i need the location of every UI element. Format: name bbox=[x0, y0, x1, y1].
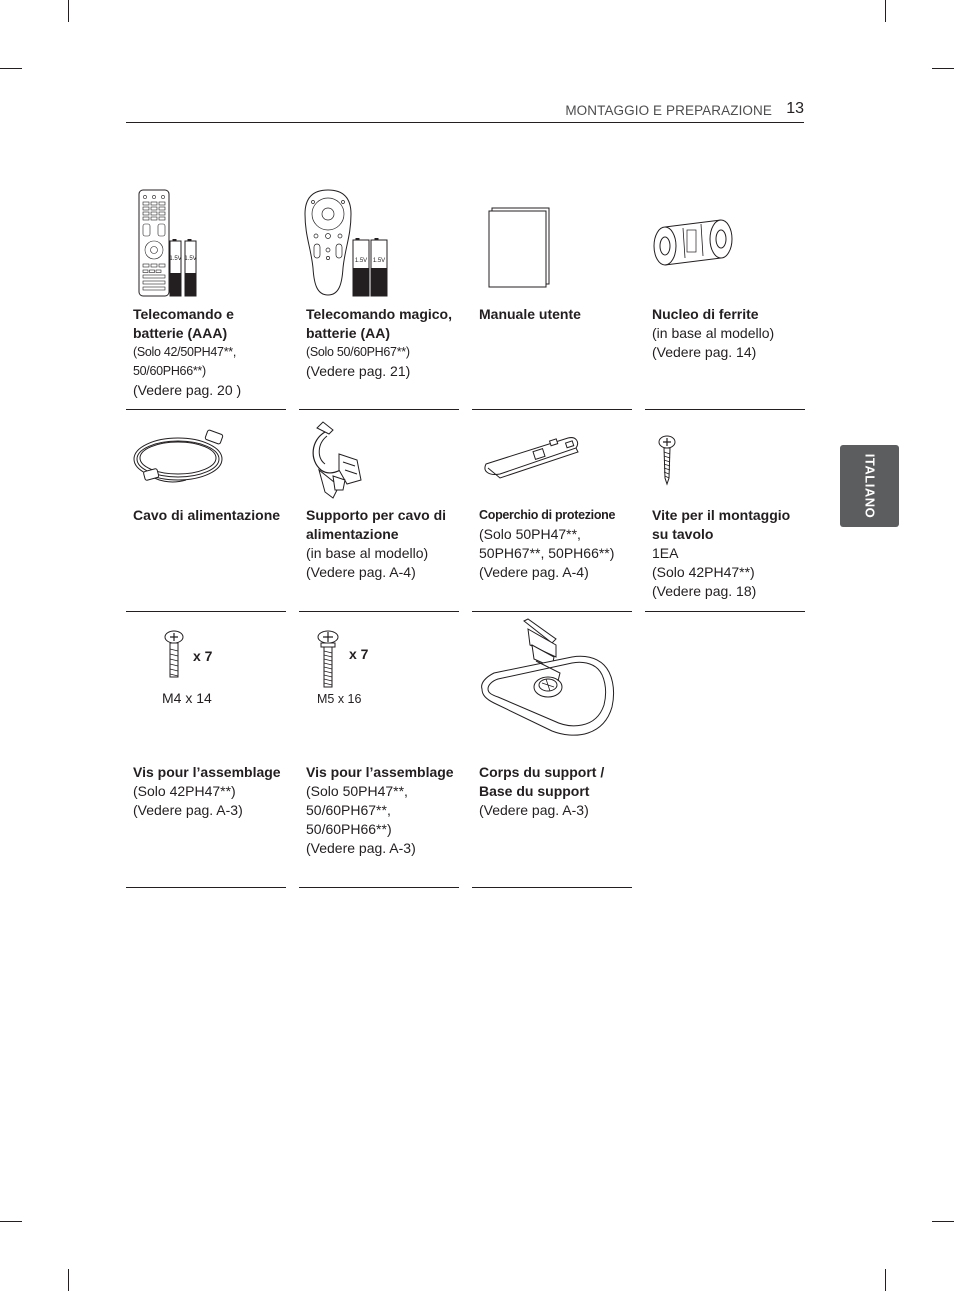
item-detail: (Solo 42PH47**) bbox=[652, 564, 755, 580]
stand-icon bbox=[472, 617, 632, 743]
svg-text:1.5V: 1.5V bbox=[354, 258, 368, 264]
crop-mark bbox=[68, 0, 69, 22]
item-detail: 50PH67**, 50PH66**) bbox=[479, 545, 615, 561]
item-title: Coperchio di protezione bbox=[479, 508, 616, 522]
item-detail: (Vedere pag. 20 ) bbox=[133, 382, 242, 398]
item-detail: (in base al modello) bbox=[306, 545, 429, 561]
language-tab-label: ITALIANO bbox=[862, 453, 877, 519]
screw-icon bbox=[299, 629, 459, 691]
power-cord-icon bbox=[126, 424, 286, 494]
screw-icon bbox=[645, 434, 805, 489]
row-divider bbox=[126, 611, 286, 612]
row-divider bbox=[472, 611, 632, 612]
quantity-label: x 7 bbox=[193, 648, 213, 664]
item-detail: (Solo 42PH47**) bbox=[133, 783, 236, 799]
battery-icon bbox=[371, 238, 387, 296]
item-title: Telecomando magico, batterie (AA) bbox=[306, 306, 452, 341]
item-title: Vis pour l’assemblage bbox=[133, 764, 281, 780]
cable-holder-icon bbox=[299, 420, 459, 505]
row-divider bbox=[126, 409, 286, 410]
crop-mark bbox=[0, 68, 22, 69]
row-divider bbox=[299, 409, 459, 410]
item-title: Vis pour l’assemblage bbox=[306, 764, 454, 780]
crop-mark bbox=[932, 68, 954, 69]
item-title: Telecomando e batterie (AAA) bbox=[133, 306, 234, 341]
ferrite-core-icon bbox=[645, 210, 805, 280]
svg-text:1.5V: 1.5V bbox=[372, 258, 386, 264]
item-title: Supporto per cavo di alimentazione bbox=[306, 507, 447, 542]
item-title: Manuale utente bbox=[479, 306, 581, 322]
crop-mark bbox=[932, 1221, 954, 1222]
row-divider bbox=[472, 409, 632, 410]
battery-icon bbox=[184, 239, 196, 296]
screw-size-label: M5 x 16 bbox=[317, 692, 362, 706]
item-detail: (Vedere pag. A-4) bbox=[479, 564, 589, 580]
crop-mark bbox=[885, 1269, 886, 1291]
item-detail: (Solo 50PH47**, bbox=[306, 783, 408, 799]
quantity-label: x 7 bbox=[349, 646, 369, 662]
crop-mark bbox=[885, 0, 886, 22]
row-divider bbox=[299, 887, 459, 888]
row-divider bbox=[472, 887, 632, 888]
crop-mark bbox=[0, 1221, 22, 1222]
item-detail: (Vedere pag. A-3) bbox=[306, 840, 416, 856]
item-detail: (Vedere pag. 14) bbox=[652, 344, 757, 360]
language-tab bbox=[840, 445, 899, 527]
item-title: Corps du support / Base du support bbox=[479, 764, 605, 799]
row-divider bbox=[645, 611, 805, 612]
item-title: Cavo di alimentazione bbox=[133, 507, 281, 523]
item-detail: (Vedere pag. A-3) bbox=[133, 802, 243, 818]
screw-size-label: M4 x 14 bbox=[162, 690, 212, 706]
item-title: Nucleo di ferrite bbox=[652, 306, 759, 322]
svg-text:1.5V: 1.5V bbox=[184, 256, 197, 262]
row-divider bbox=[645, 409, 805, 410]
item-detail: 50/60PH66**) bbox=[306, 821, 392, 837]
item-detail: (Solo 50/60PH67**) bbox=[306, 345, 410, 359]
svg-text:1.5V: 1.5V bbox=[169, 256, 182, 262]
page-number: 13 bbox=[786, 100, 804, 117]
item-detail: 50/60PH66**) bbox=[133, 364, 206, 378]
page-header bbox=[126, 98, 804, 123]
item-detail: (Solo 50PH47**, bbox=[479, 526, 581, 542]
row-divider bbox=[126, 887, 286, 888]
battery-icon bbox=[169, 239, 181, 296]
item-detail: (Vedere pag. A-3) bbox=[479, 802, 589, 818]
item-detail: (Vedere pag. 21) bbox=[306, 363, 411, 379]
item-detail: 1EA bbox=[652, 545, 679, 561]
item-detail: (Solo 42/50PH47**, bbox=[133, 345, 237, 359]
magic-remote-icon bbox=[299, 188, 459, 300]
item-detail: (Vedere pag. 18) bbox=[652, 583, 757, 599]
item-detail: (in base al modello) bbox=[652, 325, 775, 341]
item-detail: (Vedere pag. A-4) bbox=[306, 564, 416, 580]
battery-icon bbox=[353, 238, 369, 296]
manual-icon bbox=[472, 205, 632, 290]
item-title: Vite per il montaggio su tavolo bbox=[652, 507, 791, 542]
crop-mark bbox=[68, 1269, 69, 1291]
protection-cover-icon bbox=[472, 430, 632, 485]
item-detail: 50/60PH67**, bbox=[306, 802, 391, 818]
remote-control-icon bbox=[126, 188, 286, 300]
section-title: MONTAGGIO E PREPARAZIONE bbox=[565, 103, 772, 118]
row-divider bbox=[299, 611, 459, 612]
